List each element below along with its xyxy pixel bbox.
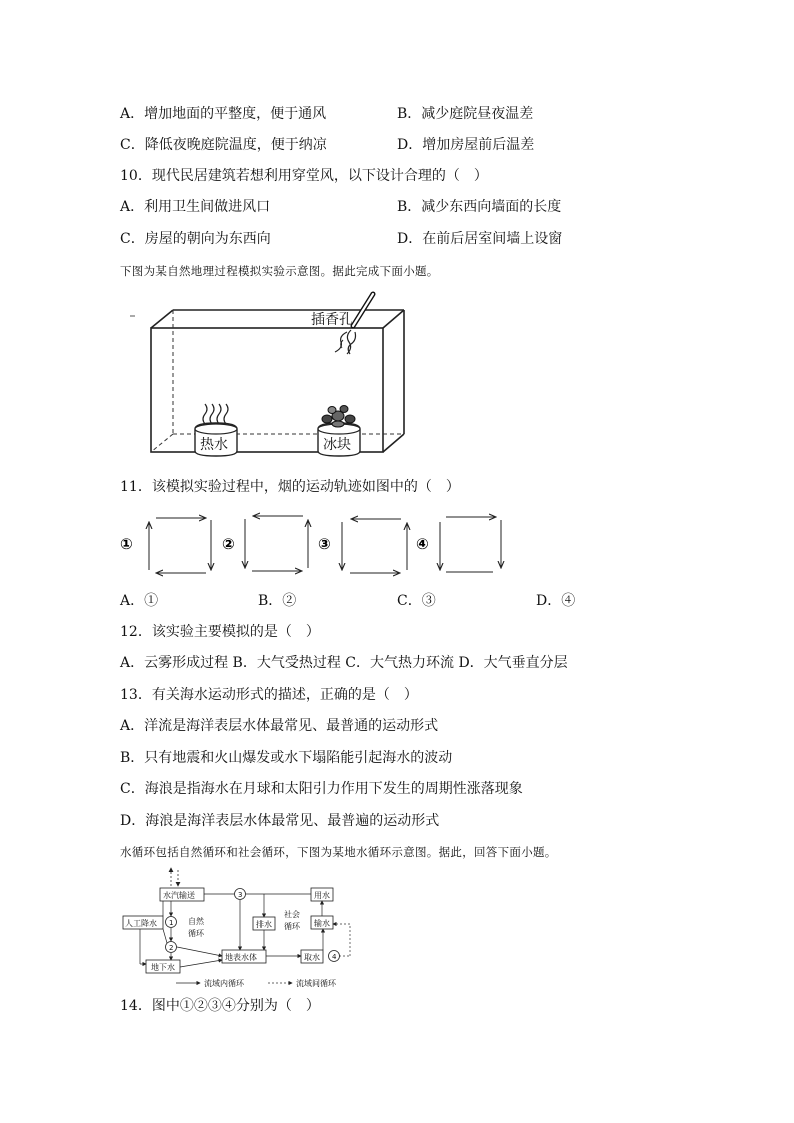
ice-label: 冰块 [323, 437, 351, 453]
drainage-label: 排水 [256, 920, 272, 929]
natural-cycle-label-1: 自然 [188, 917, 204, 926]
vapor-transport-label: 水汽输送 [163, 891, 195, 900]
q10-option-b: B．减少东西向墙面的长度 [397, 199, 562, 215]
option-mark-3: ③ [318, 535, 331, 553]
q13-option-b: B．只有地震和火山爆发或水下塌陷能引起海水的波动 [120, 750, 453, 766]
hot-water-label: 热水 [200, 437, 228, 453]
option-mark-4: ④ [416, 535, 429, 553]
q11-option-b: B．② [258, 593, 297, 609]
water-transport-label: 输水 [314, 919, 330, 928]
legend-dashed-label: 流域间循环 [296, 979, 336, 988]
ice-container [318, 406, 360, 457]
hot-water-container [195, 404, 237, 456]
q12-stem: 12．该实验主要模拟的是（ ） [120, 624, 320, 640]
artificial-rain-label: 人工降水 [125, 919, 157, 928]
q9-option-a: A．增加地面的平整度，便于通风 [120, 106, 327, 122]
natural-cycle-label-2: 循环 [188, 929, 204, 938]
q11-stem: 11．该模拟实验过程中，烟的运动轨迹如图中的（ ） [120, 479, 460, 495]
q11-option-a: A．① [120, 593, 159, 609]
intro-water-cycle: 水循环包括自然循环和社会循环，下图为某地水循环示意图。据此，回答下面小题。 [120, 845, 557, 859]
legend-solid-label: 流域内循环 [204, 979, 244, 988]
social-cycle-label-1: 社会 [284, 910, 300, 919]
q12-options: A．云雾形成过程 B．大气受热过程 C．大气热力环流 D．大气垂直分层 [120, 655, 568, 671]
social-cycle-label-2: 循环 [284, 922, 300, 931]
experiment-figure [125, 288, 415, 463]
q11-option-d: D．④ [536, 593, 576, 609]
groundwater-label: 地下水 [151, 963, 175, 972]
cycle-node-3: 3 [238, 891, 243, 899]
q10-stem: 10．现代民居建筑若想利用穿堂风，以下设计合理的（ ） [120, 168, 488, 184]
q9-option-c: C．降低夜晚庭院温度，便于纳凉 [120, 137, 327, 153]
q10-option-c: C．房屋的朝向为东西向 [120, 231, 271, 247]
option-mark-1: ① [120, 535, 133, 553]
q9-option-b: B．减少庭院昼夜温差 [397, 106, 534, 122]
incense-hole-label: 插香孔 [311, 312, 353, 328]
option-mark-2: ② [222, 535, 235, 553]
circulation-options-figure [118, 508, 518, 580]
q9-option-d: D．增加房屋前后温差 [397, 137, 535, 153]
water-cycle-figure [118, 864, 370, 990]
cycle-node-2: 2 [169, 944, 174, 952]
q11-option-c: C．③ [397, 593, 436, 609]
water-intake-label: 取水 [304, 953, 320, 962]
cycle-node-4: 4 [332, 953, 337, 961]
q10-option-a: A．利用卫生间做进风口 [120, 199, 271, 215]
q13-stem: 13．有关海水运动形式的描述，正确的是（ ） [120, 687, 418, 703]
q14-stem: 14．图中①②③④分别为（ ） [120, 998, 320, 1014]
q13-option-d: D．海浪是海洋表层水体最常见、最普遍的运动形式 [120, 813, 440, 829]
water-use-label: 用水 [314, 891, 330, 900]
cycle-node-1: 1 [169, 919, 174, 927]
q10-option-d: D．在前后居室间墙上设窗 [397, 231, 563, 247]
surface-water-label: 地表水体 [225, 953, 257, 962]
q13-option-c: C．海浪是指海水在月球和太阳引力作用下发生的周期性涨落现象 [120, 781, 523, 797]
q13-option-a: A．洋流是海洋表层水体最常见、最普通的运动形式 [120, 718, 439, 734]
intro-experiment: 下图为某自然地理过程模拟实验示意图。据此完成下面小题。 [120, 264, 439, 278]
